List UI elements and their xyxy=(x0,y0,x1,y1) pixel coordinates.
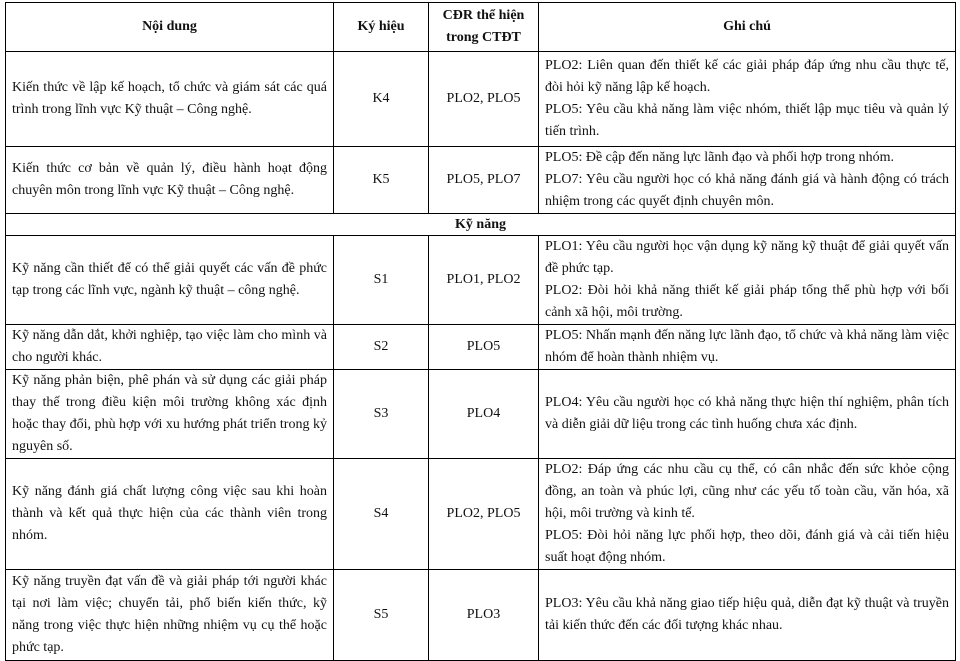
row-content: Kỹ năng đánh giá chất lượng công việc sau khi hoàn thành và kết quả thực hiện của các thành viên trong nhóm. xyxy=(6,459,334,570)
row-notes xyxy=(539,370,956,459)
row-plo: PLO1, PLO2 xyxy=(429,236,539,325)
row-code: K4 xyxy=(334,52,429,147)
row-code: S3 xyxy=(334,370,429,459)
table-row xyxy=(6,147,956,214)
row-content: Kỹ năng dẫn dắt, khởi nghiệp, tạo việc làm cho mình và cho người khác. xyxy=(6,325,334,370)
section-title-skills: Kỹ năng xyxy=(6,214,956,236)
row-plo: PLO2, PLO5 xyxy=(429,52,539,147)
note-line: PLO5: Đòi hỏi năng lực phối hợp, theo dõi, đánh giá và cải tiến hiệu suất hoạt động nhóm. xyxy=(545,528,949,565)
header-notes: Ghi chú xyxy=(539,3,956,52)
row-content: Kiến thức cơ bản về quản lý, điều hành hoạt động chuyên môn trong lĩnh vực Kỹ thuật – Công nghệ. xyxy=(6,147,334,214)
outcomes-table xyxy=(5,2,956,661)
note-line: PLO2: Đòi hỏi khả năng thiết kế giải pháp tổng thể phù hợp với bối cảnh xã hội, môi trường. xyxy=(545,283,949,320)
row-plo: PLO2, PLO5 xyxy=(429,459,539,570)
row-notes xyxy=(539,236,956,325)
table-row xyxy=(6,236,956,325)
row-plo: PLO5, PLO7 xyxy=(429,147,539,214)
row-code: S5 xyxy=(334,570,429,661)
row-plo: PLO4 xyxy=(429,370,539,459)
note-line: PLO2: Liên quan đến thiết kế các giải pháp đáp ứng nhu cầu thực tế, đòi hỏi kỹ năng lập kế hoạch. xyxy=(545,58,949,95)
note-line: PLO5: Đề cập đến năng lực lãnh đạo và phối hợp trong nhóm. xyxy=(545,150,894,165)
table-row xyxy=(6,459,956,570)
note-line: PLO1: Yêu cầu người học vận dụng kỹ năng kỹ thuật để giải quyết vấn đề phức tạp. xyxy=(545,239,949,276)
table-row xyxy=(6,52,956,147)
section-row xyxy=(6,214,956,236)
table-row xyxy=(6,325,956,370)
note-line: PLO3: Yêu cầu khả năng giao tiếp hiệu quả, diễn đạt kỹ thuật và truyền tải kiến thức đến các đối tượng khác nhau. xyxy=(545,596,949,633)
row-plo: PLO5 xyxy=(429,325,539,370)
header-plo-line1: CĐR thể hiện xyxy=(442,8,525,23)
row-code: K5 xyxy=(334,147,429,214)
header-plo-line2: trong CTĐT xyxy=(446,30,521,45)
row-notes xyxy=(539,147,956,214)
note-line: PLO2: Đáp ứng các nhu cầu cụ thể, có cân nhắc đến sức khỏe cộng đồng, an toàn và phúc lợi, cũng như các yếu tố toàn cầu, văn hóa, xã hội, môi trường và kinh tế. xyxy=(545,462,949,521)
row-notes xyxy=(539,570,956,661)
table-row xyxy=(6,570,956,661)
note-line: PLO5: Nhấn mạnh đến năng lực lãnh đạo, tổ chức và khả năng làm việc nhóm để hoàn thành nhiệm vụ. xyxy=(545,328,949,365)
row-content: Kỹ năng cần thiết để có thể giải quyết các vấn đề phức tạp trong các lĩnh vực, ngành kỹ thuật – công nghệ. xyxy=(6,236,334,325)
row-code: S2 xyxy=(334,325,429,370)
row-notes xyxy=(539,52,956,147)
row-content: Kỹ năng truyền đạt vấn đề và giải pháp tới người khác tại nơi làm việc; chuyển tải, phổ biến kiến thức, kỹ năng trong việc thực hiện những nhiệm vụ cụ thể hoặc phức tạp. xyxy=(6,570,334,661)
row-plo: PLO3 xyxy=(429,570,539,661)
header-content: Nội dung xyxy=(6,3,334,52)
header-row xyxy=(6,3,956,52)
note-line: PLO7: Yêu cầu người học có khả năng đánh giá và hành động có trách nhiệm trong các quyết định chuyên môn. xyxy=(545,172,949,209)
row-notes xyxy=(539,459,956,570)
table-row xyxy=(6,370,956,459)
row-code: S1 xyxy=(334,236,429,325)
header-plo xyxy=(429,3,539,52)
header-code: Ký hiệu xyxy=(334,3,429,52)
row-code: S4 xyxy=(334,459,429,570)
row-content: Kiến thức về lập kế hoạch, tổ chức và giám sát các quá trình trong lĩnh vực Kỹ thuật – Công nghệ. xyxy=(6,52,334,147)
row-content: Kỹ năng phản biện, phê phán và sử dụng các giải pháp thay thế trong điều kiện môi trường không xác định hoặc thay đổi, phù hợp với xu hướng phát triển trong kỷ nguyên số. xyxy=(6,370,334,459)
note-line: PLO5: Yêu cầu khả năng làm việc nhóm, thiết lập mục tiêu và quản lý tiến trình. xyxy=(545,102,949,139)
row-notes xyxy=(539,325,956,370)
note-line: PLO4: Yêu cầu người học có khả năng thực hiện thí nghiệm, phân tích và diễn giải dữ liệu trong các tình huống chưa xác định. xyxy=(545,395,949,432)
